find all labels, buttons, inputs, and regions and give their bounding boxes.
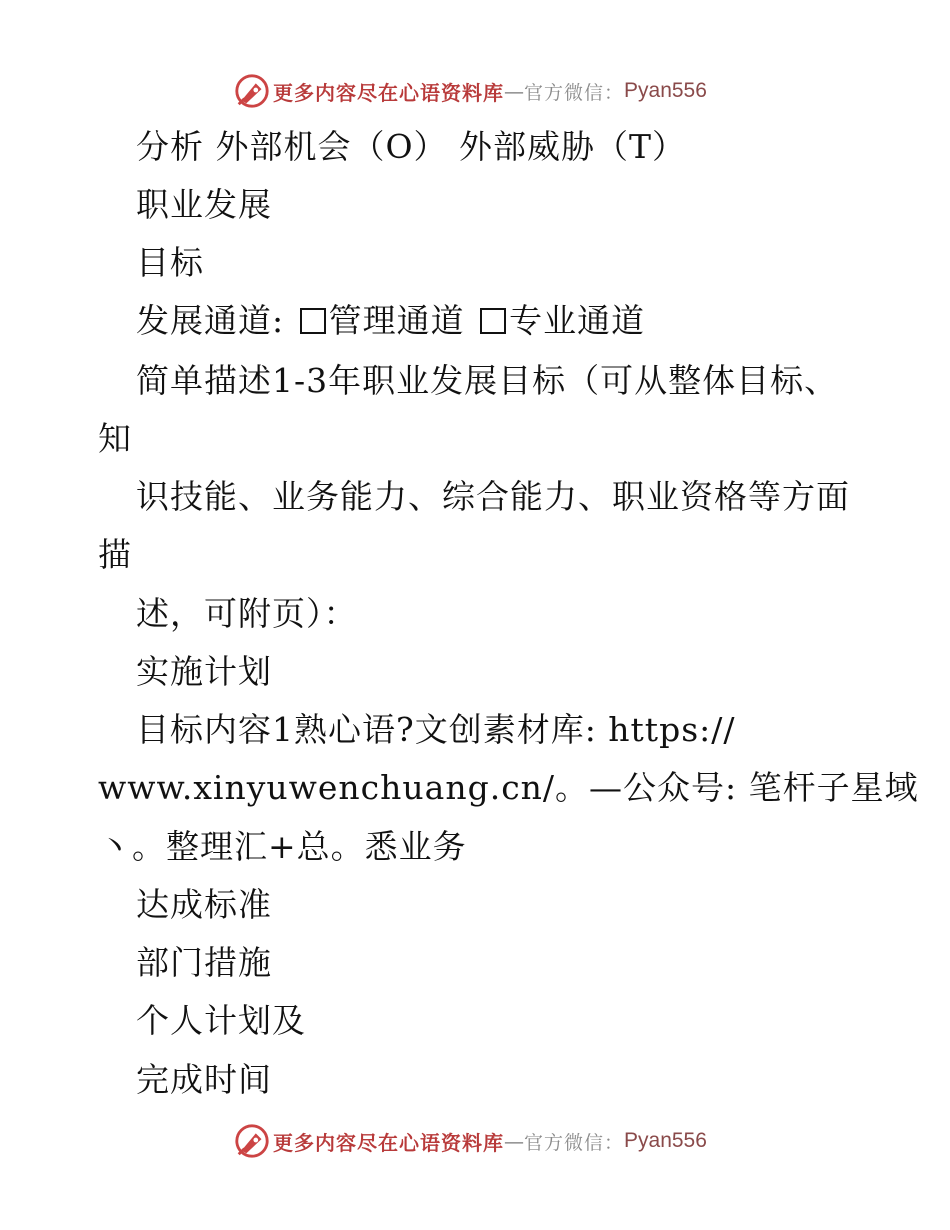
text-line: 实施计划 <box>136 652 272 691</box>
management-channel-label: 管理通道 <box>328 301 477 340</box>
header-banner <box>233 71 707 111</box>
text-line: 达成标准 <box>136 885 272 924</box>
footer-banner <box>233 1121 707 1161</box>
text-line: 识技能、业务能力、综合能力、职业资格等方面 <box>136 477 850 516</box>
banner-main-text: 更多内容尽在心语资料库 <box>273 1130 504 1155</box>
development-channel-line <box>136 301 645 341</box>
text-line: 职业发展 <box>136 185 272 224</box>
text-line: 知 <box>98 419 132 458</box>
pen-nib-logo-icon <box>233 72 271 110</box>
text-line: 目标内容1熟心语?文创素材库: https:// <box>136 710 736 749</box>
text-line: 目标 <box>136 243 204 282</box>
text-line: 简单描述1-3年职业发展目标（可从整体目标、 <box>136 361 839 400</box>
text-line: www.xinyuwenchuang.cn/。—公众号: 笔杆子星域 <box>98 768 919 807</box>
professional-channel-label: 专业通道 <box>509 301 646 340</box>
management-channel-checkbox[interactable] <box>300 308 326 334</box>
text-line: 个人计划及 <box>136 1001 306 1040</box>
text-line: 分析 外部机会（O） 外部威胁（T） <box>136 127 687 166</box>
text-line: 完成时间 <box>136 1060 272 1099</box>
banner-main-text: 更多内容尽在心语资料库 <box>273 80 504 105</box>
channel-label: 发展通道: <box>136 301 296 340</box>
pen-nib-logo-icon <box>233 1122 271 1160</box>
banner-separator: — <box>504 79 524 103</box>
text-line: 丶。整理汇+总。悉业务 <box>98 827 467 866</box>
banner-separator: — <box>504 1129 524 1153</box>
banner-wechat-id: Pyan556 <box>624 1129 707 1152</box>
banner-wechat-id: Pyan556 <box>624 79 707 102</box>
text-line: 描 <box>98 535 132 574</box>
professional-channel-checkbox[interactable] <box>480 308 506 334</box>
banner-wechat-label: 官方微信： <box>524 1131 625 1154</box>
text-line: 部门措施 <box>136 943 272 982</box>
banner-wechat-label: 官方微信： <box>524 81 625 104</box>
text-line: 述，可附页）： <box>136 594 358 633</box>
